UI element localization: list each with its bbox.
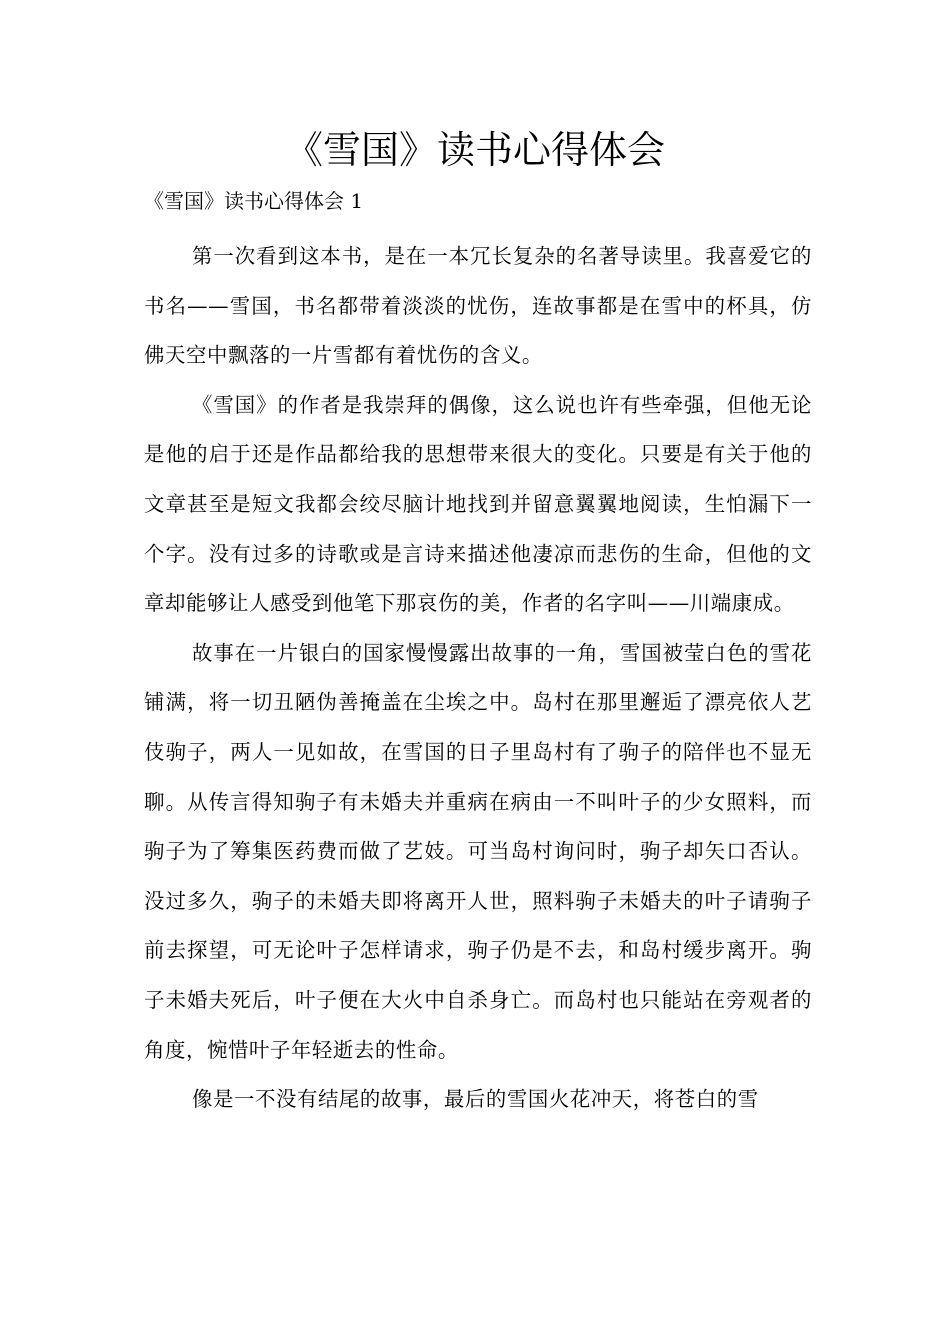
document-body	[144, 232, 812, 1125]
paragraph-3: 故事在一片银白的国家慢慢露出故事的一角，雪国被莹白色的雪花铺满，将一切丑陋伪善掩盖在尘埃之中。岛村在那里邂逅了漂亮依人艺伎驹子，两人一见如故，在雪国的日子里岛村有了驹子的陪伴也不显无聊。从传言得知驹子有未婚夫并重病在病由一不叫叶子的少女照料，而驹子为了筹集医药费而做了艺妓。可当岛村询问时，驹子却矢口否认。没过多久，驹子的未婚夫即将离开人世，照料驹子未婚夫的叶子请驹子前去探望，可无论叶子怎样请求，驹子仍是不去，和岛村缓步离开。驹子未婚夫死后，叶子便在大火中自杀身亡。而岛村也只能站在旁观者的角度，惋惜叶子年轻逝去的性命。	[144, 640, 812, 1062]
section-subheading: 《雪国》读书心得体会 1	[144, 189, 364, 213]
paragraph-1: 第一次看到这本书，是在一本冗长复杂的名著导读里。我喜爱它的书名——雪国，书名都带着淡淡的忧伤，连故事都是在雪中的杯具，仿佛天空中飘落的一片雪都有着忧伤的含义。	[144, 244, 812, 368]
paragraph-4: 像是一不没有结尾的故事，最后的雪国火花冲天，将苍白的雪	[192, 1087, 759, 1112]
paragraph-2: 《雪国》的作者是我崇拜的偶像，这么说也许有些牵强，但他无论是他的启于还是作品都给我的思想带来很大的变化。只要是有关于他的文章甚至是短文我都会绞尽脑计地找到并留意翼翼地阅读，生怕漏下一个字。没有过多的诗歌或是言诗来描述他凄凉而悲伤的生命，但他的文章却能够让人感受到他笔下那哀伤的美，作者的名字叫——川端康成。	[144, 392, 812, 616]
document-title: 《雪国》读书心得体会	[284, 128, 665, 172]
